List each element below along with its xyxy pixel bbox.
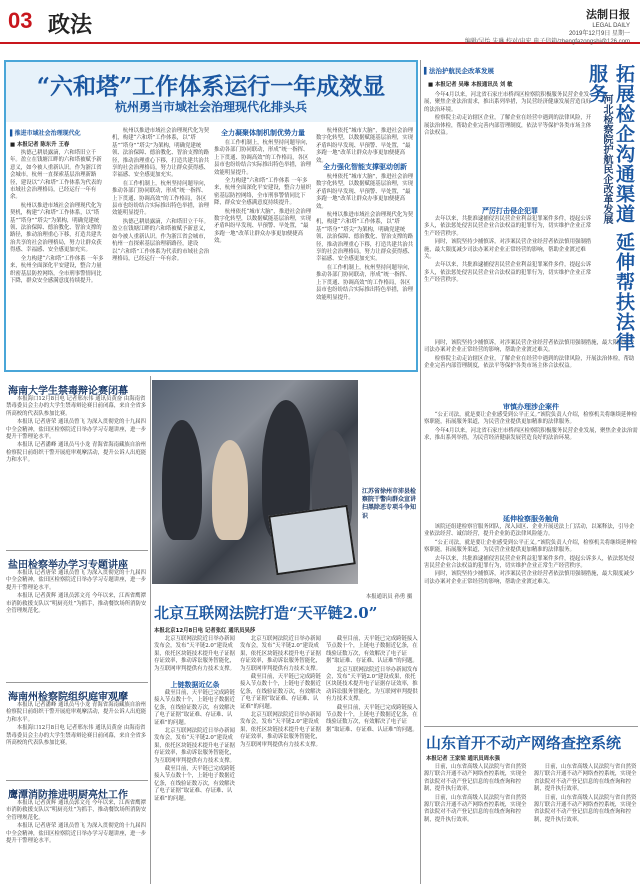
- divider: [424, 726, 638, 727]
- main-column-4: [316, 174, 414, 368]
- right-bottom-col1-p1: 日前，山东省高级人民法院与省自然资源厅联合开通不动产网络查控系统，实现全省法院对不动产登记信息的在线查询和控制，提升执行效率。: [424, 764, 527, 793]
- issue-date: 2019年12月9日 星期一: [568, 31, 630, 37]
- right-bottom-col1-p2: 日前，山东省高级人民法院与省自然资源厅联合开通不动产网络查控系统，实现全省法院对不动产登记信息的在线查询和控制，提升执行效率。: [424, 794, 527, 823]
- right-column-text-6: [424, 524, 638, 722]
- right-text-4c: 同时，该院坚持少捕慎诉，对涉案民营企业经营者依法慎用强制措施，最大限度减少司法办案对企业正常经营的影响，帮助企业渡过难关。: [424, 571, 635, 585]
- center-col3-p3: 截至目前，天平链已完成跨链接入节点数十个，上链电子数据近亿条，在线验证数万次，有效解决了电子证据“取证难、存证难、认证难”的问题。: [326, 704, 418, 733]
- right-text-3b: 去年以来，共批准逮捕侵害民营企业利益犯罪案件多件，提起公诉多人，依法惩处侵害民营企业合法权益的犯罪行为，切实维护企业正常生产经营秩序。: [424, 262, 592, 284]
- main-article-header: [6, 62, 416, 122]
- main-column-2: [112, 128, 210, 368]
- column-divider: [420, 60, 421, 884]
- main-column-2-text-c: 执德己耕晨露滴，六和塔旧立千年。盈立在钱塘江畔的六和塔被赋予新意义，如今被人重新认识。作为浙江省会城市，杭州一直探索基层治理新路径，建设以“六和塔”工作体系为代表的市域社会治理格局，已经运行一年有余。: [112, 218, 210, 262]
- center-col1-p1: 截至目前，天平链已完成跨链接入节点数十个，上链电子数据近亿条，在线验证数万次，有效解决了电子证据“取证难、存证难、认证难”的问题。: [154, 690, 235, 726]
- center-byline: 本报北京12月8日电 记者张红 通讯员吴莎: [154, 628, 256, 634]
- column-divider: [150, 376, 151, 884]
- right-column-text-top: [424, 92, 596, 202]
- photo-caption: 江苏省徐州市沛县检察院干警向群众宣讲扫黑除恶专项斗争知识: [362, 488, 417, 520]
- center-col2-p2: 截至目前，天平链已完成跨链接入节点数十个，上链电子数据近亿条，在线验证数万次，有效解决了电子证据“取证难、存证难、认证难”的问题。: [240, 674, 321, 710]
- brief-text-1-p3: 本报讯 记者潘峰 通讯员马小龙 青海省海南藏族自治州检察院日前组织干警开展庭审观摩活动，提升公诉人出庭能力和水平。: [6, 442, 147, 464]
- right-text-6: 该院还组建检察官服务团队，深入园区、企业开展送法上门活动，以案释法，引导企业依法经营、诚信经营，提升企业防范法律风险能力。: [424, 524, 635, 538]
- right-bottom-column-1: [424, 764, 528, 884]
- center-col1-p2: 北京互联网法院近日举办新闻发布会，发布“天平链2.0”建设成果，依托区块链技术提升电子证据存证效率，推动诉讼服务智能化，为互联网审判提供有力技术支撑。: [154, 728, 235, 764]
- center-col2-p3: 北京互联网法院近日举办新闻发布会，发布“天平链2.0”建设成果，依托区块链技术提升电子证据存证效率，推动诉讼服务智能化，为互联网审判提供有力技术支撑。: [240, 712, 321, 748]
- newspaper-brand: 法制日报: [586, 8, 630, 21]
- brief-text-2-p: 本报讯 记者唐荣 通讯员曾飞 为深入贯彻党的十九届四中全会精神，盐田区检察院近日举办学习专题讲座，进一步提升干警理论水平。: [6, 570, 147, 591]
- brief-text-4-p2: 本报讯 记者唐荣 通讯员曾飞 为深入贯彻党的十九届四中全会精神，盐田区检察院近日举办学习专题讲座，进一步提升干警理论水平。: [6, 823, 147, 845]
- center-column-3: [326, 636, 418, 884]
- page-header: [0, 0, 640, 44]
- main-column-1: [10, 150, 106, 368]
- brief-text-4-p: 本报讯 记者黄辉 通讯员郭文亮 今年以来，江西省鹰潭市消防救援支队以“明厨亮灶”为抓手，推动餐饮场所消防安全管理规范化。: [6, 800, 147, 821]
- photo-credit: 本报通讯员 孙勇 摄: [365, 594, 413, 600]
- right-text-3: 去年以来，共批准逮捕侵害民营企业利益犯罪案件多件，提起公诉多人，依法惩处侵害民营企业合法权益的犯罪行为，切实维护企业正常生产经营秩序。: [424, 216, 592, 237]
- right-text-1: 今年4月以来，河北省石家庄市桥西区检察院积极服务民营企业发展，聚焦企业法治需求，推出系列举措，为民营经济健康发展营造良好的法治环境。: [424, 92, 592, 113]
- brief-text-3-p: 本报讯 记者潘峰 通讯员马小龙 青海省海南藏族自治州检察院日前组织干警开展庭审观摩活动，提升公诉人出庭能力和水平。: [6, 702, 147, 723]
- section-heading-2: 全力凝聚体制机制优势力量: [221, 129, 305, 137]
- vertical-headline: [586, 64, 640, 364]
- right-kicker: ▌法治护航民企改革发展: [424, 67, 494, 75]
- main-subheadline: 杭州勇当市域社会治理现代化排头兵: [114, 100, 307, 114]
- main-column-3-text-c: 杭州依托“城市大脑”，推进社会治理数字化转型，以数据赋能基层治理，实现矛盾纠纷早发现、早预警、早处置，“最多跑一地”改革让群众办事更加便捷高效。: [214, 208, 312, 245]
- main-column-2-text: 杭州以推进市域社会治理现代化为契机，构建“六和塔”工作体系，以“塔基”“塔身”“塔尖”为架构，明确党建统领、法治保障、德治教化、智治支撑的路径，推动治理重心下移，打造共建共治共享的社会治理格局，努力让群众获得感、幸福感、安全感更加充实。: [112, 128, 210, 179]
- center-column-1: [154, 690, 236, 884]
- photo-document: [268, 505, 356, 576]
- right-text-4b: 同时，该院坚持少捕慎诉，对涉案民营企业经营者依法慎用强制措施，最大限度减少司法办案对企业正常经营的影响，帮助企业渡过难关。: [424, 340, 635, 354]
- center-headline: 北京互联网法院打造“天平链2.0”: [154, 604, 378, 622]
- editor-line: 编辑/吴怡 朱琳 校对/申宏 电子信箱/zhengfazongshi@126.com: [464, 39, 630, 45]
- center-col3-p2: 北京互联网法院近日举办新闻发布会，发布“天平链2.0”建设成果，依托区块链技术提升电子证据存证效率，推动诉讼服务智能化，为互联网审判提供有力技术支撑。: [326, 666, 418, 703]
- right-bottom-headline: 山东首开不动产网络查控系统: [426, 734, 622, 752]
- main-column-4-text-c: 在工作机制上，杭州坚持问题导向，推动各部门协同联动，形成“统一指挥、上下贯通、协调高效”的工作格局，各区县市也纷纷结合实际推出特色举措，治理效能明显提升。: [316, 264, 414, 301]
- brief-text-1: [6, 396, 148, 546]
- right-bottom-column-2: [534, 764, 638, 884]
- main-column-4-text-b: 杭州以推进市域社会治理现代化为契机，构建“六和塔”工作体系，以“塔基”“塔身”“塔尖”为架构，明确党建统领、法治保障、德治教化、智治支撑的路径，推动治理重心下移，打造共建共治共享的社会治理格局，努力让群众获得感、幸福感、安全感更加充实。: [316, 212, 414, 263]
- center-column-2: [240, 636, 322, 884]
- center-col3-p1: 截至目前，天平链已完成跨链接入节点数十个，上链电子数据近亿条，在线验证数万次，有效解决了电子证据“取证难、存证难、认证难”的问题。: [326, 636, 418, 665]
- news-photo: [152, 380, 358, 584]
- main-column-1-text-b: 杭州以推进市域社会治理现代化为契机，构建“六和塔”工作体系，以“塔基”“塔身”“塔尖”为架构，明确党建统领、法治保障、德治教化、智治支撑的路径，推动治理重心下移，打造共建共治共享的社会治理格局，努力让群众获得感、幸福感、安全感更加充实。: [10, 202, 102, 254]
- main-column-4-top-text: 杭州依托“城市大脑”，推进社会治理数字化转型，以数据赋能基层治理，实现矛盾纠纷早发现、早预警、早处置，“最多跑一地”改革让群众办事更加便捷高效。: [316, 128, 414, 164]
- right-text-5b: “公正司法，就是要让企业感受到公平正义。”该院负责人介绍，检察机关将继续延伸检察职能，拓展服务渠道，为民营企业提供更加精准的法律服务。: [424, 539, 638, 554]
- brief-text-3-p2: 本报海口12月8日电 记者邢东伟 通讯员黄奋 由海南省禁毒委员会主办的大学生禁毒辩论赛日前闭幕，来自全省多所高校的代表队参加比赛。: [6, 725, 147, 747]
- brief-text-2: [6, 570, 148, 678]
- right-bottom-col2-p1: 日前，山东省高级人民法院与省自然资源厅联合开通不动产网络查控系统，实现全省法院对不动产登记信息的在线查询和控制，提升执行效率。: [534, 764, 637, 793]
- divider: [6, 550, 148, 551]
- section-heading-1: ▌推进市域社会治理现代化: [10, 130, 81, 137]
- right-bottom-byline: 本报记者 王家梁 通讯员周永强: [426, 756, 500, 762]
- right-text-2b: 检察院主动走访辖区企业，了解企业在经营中遇到的法律风险，开展法治体检，帮助企业完善内部管理制度，依法平等保护各类市场主体合法权益。: [424, 355, 635, 370]
- brief-text-3: [6, 702, 148, 776]
- main-column-3-text-b: 全力构建“六和塔”工作体系 一年多来，杭州全面深化平安建设，整合力量织密基层防控网络，全市刑事警情同比下降，群众安全感满意度持续提升。: [214, 178, 312, 207]
- right-subhead-1: 严厉打击侵企犯罪: [482, 207, 538, 215]
- main-column-4-text: 杭州依托“城市大脑”，推进社会治理数字化转型，以数据赋能基层治理，实现矛盾纠纷早发现、早预警、早处置，“最多跑一地”改革让群众办事更加便捷高效。: [316, 174, 414, 210]
- center-col2-p1: 北京互联网法院近日举办新闻发布会，发布“天平链2.0”建设成果，依托区块链技术提升电子证据存证效率，推动诉讼服务智能化，为互联网审判提供有力技术支撑。: [240, 636, 321, 672]
- right-byline: ■ 本报记者 吴琳 本报通讯员 刘 敏: [428, 82, 513, 88]
- brief-text-4: [6, 800, 148, 884]
- main-column-2-text-b: 在工作机制上，杭州坚持问题导向，推动各部门协同联动，形成“统一指挥、上下贯通、协调高效”的工作格局，各区县市也纷纷结合实际推出特色举措，治理效能明显提升。: [112, 180, 210, 217]
- main-column-4-top: [316, 128, 414, 164]
- center-text-lead-p: 北京互联网法院近日举办新闻发布会，发布“天平链2.0”建设成果，依托区块链技术提升电子证据存证效率，推动诉讼服务智能化，为互联网审判提供有力技术支撑。: [154, 636, 235, 672]
- page-section-name: 政法: [48, 12, 93, 38]
- brief-title-3: 海南州检察院组织庭审观摩: [8, 692, 128, 703]
- right-column-text-5: [424, 412, 638, 510]
- brief-text-1-p2: 本报讯 记者唐荣 通讯员曾飞 为深入贯彻党的十九届四中全会精神，盐田区检察院近日举办学习专题讲座，进一步提升干警理论水平。: [6, 419, 147, 441]
- page-number: 03: [8, 8, 33, 33]
- brief-title-4: 鹰潭消防推进明厨亮灶工作: [8, 790, 128, 801]
- brief-title-2: 盐田检察举办学习专题讲座: [8, 560, 128, 571]
- vertical-headline-sub: 河北检察院护航民企改革发展: [601, 94, 612, 224]
- main-column-3-text: 在工作机制上，杭州坚持问题导向，推动各部门协同联动，形成“统一指挥、上下贯通、协调高效”的工作格局，各区县市也纷纷结合实际推出特色举措，治理效能明显提升。: [214, 140, 312, 176]
- center-text-lead: [154, 636, 236, 676]
- right-subhead-3: 延伸检察服务触角: [503, 515, 559, 523]
- right-text-5: “公正司法，就是要让企业感受到公平正义。”该院负责人介绍，检察机关将继续延伸检察职能，拓展服务渠道，为民营企业提供更加精准的法律服务。: [424, 412, 638, 426]
- center-col1-p3: 截至目前，天平链已完成跨链接入节点数十个，上链电子数据近亿条，在线验证数万次，有效解决了电子证据“取证难、存证难、认证难”的问题。: [154, 766, 235, 802]
- newspaper-brand-en: LEGAL DAILY: [592, 23, 630, 29]
- right-text-1b: 今年4月以来，河北省石家庄市桥西区检察院积极服务民营企业发展，聚焦企业法治需求，推出系列举措，为民营经济健康发展营造良好的法治环境。: [424, 427, 638, 442]
- main-column-1-text-c: 全力构建“六和塔”工作体系 一年多来，杭州全面深化平安建设，整合力量织密基层防控网络，全市刑事警情同比下降，群众安全感满意度持续提升。: [10, 255, 104, 284]
- right-text-2: 检察院主动走访辖区企业，了解企业在经营中遇到的法律风险，开展法治体检，帮助企业完善内部管理制度，依法平等保护各类市场主体合法权益。: [424, 115, 592, 137]
- brief-text-2-p2: 本报讯 记者黄辉 通讯员郭文亮 今年以来，江西省鹰潭市消防救援支队以“明厨亮灶”为抓手，推动餐饮场所消防安全管理规范化。: [6, 593, 147, 615]
- right-text-4: 同时，该院坚持少捕慎诉，对涉案民营企业经营者依法慎用强制措施，最大限度减少司法办案对企业正常经营的影响，帮助企业渡过难关。: [424, 239, 592, 261]
- right-bottom-col2-p2: 日前，山东省高级人民法院与省自然资源厅联合开通不动产网络查控系统，实现全省法院对不动产登记信息的在线查询和控制，提升执行效率。: [534, 794, 637, 823]
- section-heading-3: 全力强化智能支撑驱动创新: [323, 163, 407, 171]
- right-subhead-2: 审慎办理涉企案件: [503, 403, 559, 411]
- vertical-headline-main: 拓展检企沟通渠道 延伸帮扶法律服务: [586, 64, 635, 352]
- center-subhead: 上链数据近亿条: [170, 681, 220, 689]
- photo-figure: [162, 420, 202, 540]
- main-column-1-text: 执德己耕晨露滴，六和塔旧立千年。盈立在钱塘江畔的六和塔被赋予新意义，如今被人重新认识。作为浙江省会城市，杭州一直探索基层治理新路径，建设以“六和塔”工作体系为代表的市域社会治理格局，已经运行一年有余。: [10, 150, 102, 201]
- right-column-text-mid: [424, 216, 596, 336]
- main-article-box: [4, 60, 418, 372]
- main-byline: ■ 本报记者 陈东升 王春: [10, 142, 70, 148]
- masthead: [465, 6, 630, 46]
- divider: [6, 780, 148, 781]
- divider: [6, 682, 148, 683]
- brief-text-1-p: 本报海口12月8日电 记者邢东伟 通讯员黄奋 由海南省禁毒委员会主办的大学生禁毒辩论赛日前闭幕，来自全省多所高校的代表队参加比赛。: [6, 396, 147, 417]
- main-column-3: [214, 140, 312, 368]
- right-text-3c: 去年以来，共批准逮捕侵害民营企业利益犯罪案件多件，提起公诉多人，依法惩处侵害民营企业合法权益的犯罪行为，切实维护企业正常生产经营秩序。: [424, 555, 635, 570]
- brief-title-1: 海南大学生禁毒辩论赛闭幕: [8, 386, 128, 397]
- main-headline: “六和塔”工作体系运行一年成效显: [36, 73, 386, 100]
- photo-figure: [212, 440, 248, 540]
